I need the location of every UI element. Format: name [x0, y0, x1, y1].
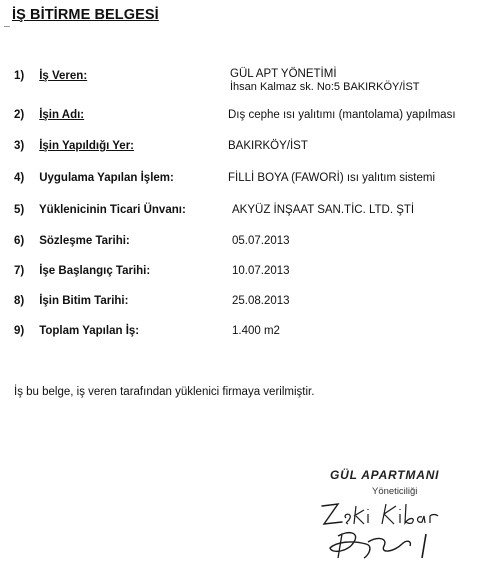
row-contractor-value: AKYÜZ İNŞAAT SAN.TİC. LTD. ŞTİ	[232, 204, 415, 216]
row-end-date-value: 25.08.2013	[232, 295, 290, 307]
row-total-work-label	[14, 325, 139, 337]
row-label-text: İş Veren:	[39, 70, 88, 82]
row-number: 8)	[14, 295, 25, 307]
row-number: 2)	[14, 109, 25, 121]
row-number: 9)	[14, 325, 25, 337]
stamp-subtitle: Yöneticiliği	[372, 486, 418, 497]
row-process-label	[14, 172, 174, 184]
row-number: 1)	[14, 70, 25, 82]
row-number: 3)	[14, 140, 25, 152]
stamp-name: GÜL APARTMANI	[330, 468, 440, 482]
document-note: İş bu belge, iş veren tarafından yüklenici firmaya verilmiştir.	[14, 386, 315, 398]
row-job-name-value: Dış cephe ısı yalıtımı (mantolama) yapılması	[228, 109, 456, 121]
employer-address: İhsan Kalmaz sk. No:5 BAKIRKÖY/İST	[230, 81, 420, 93]
row-start-date-value: 10.07.2013	[232, 265, 290, 277]
handwritten-signature	[308, 496, 468, 562]
row-label-text: İşin Adı:	[39, 109, 85, 121]
row-location-value: BAKIRKÖY/İST	[228, 140, 308, 152]
row-total-work-value: 1.400 m2	[232, 325, 280, 337]
row-label-text: Yüklenicinin Ticari Ünvanı:	[39, 204, 186, 216]
employer-name: GÜL APT YÖNETİMİ	[230, 68, 337, 80]
row-location-label	[14, 140, 134, 152]
document-title: İŞ BİTİRME BELGESİ	[12, 7, 159, 23]
row-employer-value	[230, 68, 420, 93]
scan-mark	[4, 26, 10, 27]
row-number: 7)	[14, 265, 25, 277]
row-label-text: İşin Bitim Tarihi:	[39, 295, 129, 307]
row-employer-label	[14, 70, 87, 82]
row-contractor-label	[14, 204, 186, 216]
row-number: 4)	[14, 172, 25, 184]
row-number: 6)	[14, 235, 25, 247]
row-job-name-label	[14, 109, 84, 121]
row-label-text: Toplam Yapılan İş:	[39, 325, 140, 337]
row-label-text: Uygulama Yapılan İşlem:	[39, 172, 174, 184]
row-label-text: Sözleşme Tarihi:	[39, 235, 130, 247]
row-start-date-label	[14, 265, 150, 277]
row-process-value: FİLLİ BOYA (FAWORİ) ısı yalıtım sistemi	[228, 172, 436, 184]
row-number: 5)	[14, 204, 25, 216]
row-label-text: İşin Yapıldığı Yer:	[39, 140, 135, 152]
row-contract-date-value: 05.07.2013	[232, 235, 290, 247]
row-contract-date-label	[14, 235, 130, 247]
row-label-text: İşe Başlangıç Tarihi:	[39, 265, 151, 277]
row-end-date-label	[14, 295, 128, 307]
